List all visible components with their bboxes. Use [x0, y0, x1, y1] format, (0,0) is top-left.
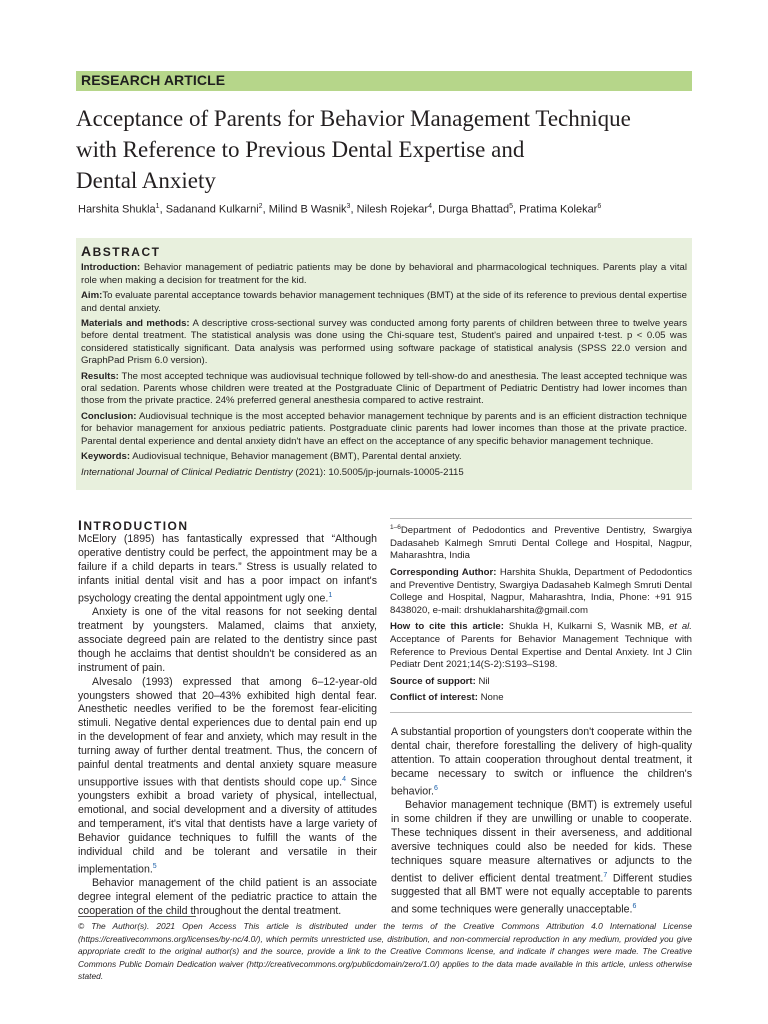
license-footnote: © The Author(s). 2021 Open Access This article is distributed under the terms of the Creative Commons Attribution 4.0 International License (https://creativecommons.org/licenses/by-nc/4.0/), which permits unrestricted use, distribution, and non-commercial reproduction in any medium, provided you give appropriate credit to the original author(s) and the source, provide a link to the Creative Commons license, and indicate if changes were made. The Creative Commons Public Domain Dedication waiver (http://creativecommons.org/publicdomain/zero/1.0/) applies to the data made available in this article, unless otherwise stated. — [78, 921, 692, 982]
author-affiliation-number: 2 — [258, 203, 263, 210]
reference-link[interactable]: 7 — [603, 871, 608, 879]
author-list: Harshita Shukla$^1$, Sadanand Kulkarni$^2$, Milind B Wasnik$^3$, Nilesh Rojekar$^4$, Durga Bhattad$^5$, Pratima Kolekar$^6$ — [78, 203, 602, 216]
author-affiliation-number: 6 — [597, 203, 602, 210]
reference-link[interactable]: 1 — [328, 591, 333, 599]
corresponding-author: Corresponding Author: Harshita Shukla, Department of Pedodontics and Preventive Dentistry, Swargiya Dadasaheb Kalmegh Smruti Dental College and Hospital, Nagpur, Maharashtra, India, Phone: +91 915 8438020, e-mail: drshuklaharshita@gmail.com — [390, 566, 692, 616]
author-affiliation-number: 4 — [428, 203, 432, 210]
affiliation-top-rule — [390, 518, 692, 519]
affiliation-bottom-rule — [390, 712, 692, 713]
reference-link[interactable]: 4 — [342, 775, 346, 783]
footnote-rule — [78, 916, 196, 917]
author-name: Pratima Kolekar — [519, 203, 598, 216]
title-line: Acceptance of Parents for Behavior Management Technique — [76, 106, 631, 131]
abstract-aim: Aim:To evaluate parental acceptance towards behavior management techniques (BMT) at the side of its reference to previous dental expertise and dental anxiety. — [81, 290, 687, 314]
author-affiliation-number: 1 — [155, 203, 160, 210]
author-name: Harshita Shukla — [78, 203, 156, 216]
how-to-cite: How to cite this article: Shukla H, Kulkarni S, Wasnik MB, et al. Acceptance of Parents for Behavior Management Technique with Reference to Previous Dental Expertise and Dental Anxiety. Int J Clin Pediatr Dent 2021;14(S-2):S193–S198. — [390, 621, 692, 671]
reference-link[interactable]: 6 — [632, 902, 637, 910]
author-name: Nilesh Rojekar — [356, 203, 429, 216]
author-affiliation-number: 3 — [346, 203, 351, 210]
abstract-introduction: Introduction: Behavior management of pediatric patients may be done by behavioral and pharmacological techniques. Parents play a vital role when making a decision for treatment for the kid. — [81, 262, 687, 286]
body-paragraph: Behavior management of the child patient is an associate degree integral element of the pediatric practice to attain the cooperation of the child throughout the dental treatment. — [78, 877, 377, 918]
affiliation-department: $^{1-6}$Department of Pedodontics and Preventive Dentistry, Swargiya Dadasaheb Kalmegh Smruti Dental College and Hospital, Nagpur, Maharashtra, India — [390, 524, 692, 562]
article-type-label: RESEARCH ARTICLE — [81, 72, 226, 88]
journal-citation: International Journal of Clinical Pediatric Dentistry (2021): 10.5005/jp-journals-10005-2115 — [81, 466, 464, 478]
conflict-of-interest: Conflict of interest: None — [390, 692, 504, 704]
title-line: Dental Anxiety — [76, 168, 216, 193]
body-paragraph: A substantial proportion of youngsters don't cooperate within the dental chair, therefore forestalling the delivery of high-quality attention. To attain cooperation throughout dental treatment, it became necessary to switch or influence the children's behavior.$^6$ — [391, 726, 692, 798]
reference-link[interactable]: 6 — [434, 784, 438, 792]
title-line: with Reference to Previous Dental Expertise and — [76, 137, 525, 162]
introduction-body — [78, 533, 377, 919]
abstract-methods: Materials and methods: A descriptive cross-sectional survey was conducted among forty parents of children between three to twelve years before dental treatment. The statistical analysis was done using the Chi-square test, Student's paired and unpaired t-test. p < 0.05 was considered statistically significant. Data analysis was performed using software package of statistical analysis (SPSS 22.0 version and GraphPad Prism 6.0 version). — [81, 318, 688, 367]
body-paragraph: Anxiety is one of the vital reasons for not seeking dental treatment by youngsters. Malamed, claims that anxiety, associate degreed pain are related to the dentistry since past though he acclaims that dentist shouldn't be considered as an instrument of pain. — [78, 606, 377, 674]
article-type-banner — [76, 71, 692, 91]
introduction-heading: INTRODUCTION — [78, 517, 189, 533]
author-affiliation-number: 5 — [509, 203, 513, 210]
body-paragraph: Alvesalo (1993) expressed that among 6–12-year-old youngsters showed that 20–43% exhibited high dental fear. Anesthetic needles verified to be the foremost fear-eliciting stimuli. Negative dental experiences due to dental pain end up in the development of fear and anxiety, which may result in the turning away of further dental treatment. Thus, the concern of painful dental treatments and dental anxiety square measure unsupportive issues with that dentists should cope up.$^4$ Since youngsters exhibit a broad variety of physical, intellectual, emotional, and social development and a diversity of attitudes and temperament, it's vital that dentists have a large variety of Behavior guidance techniques to fulfill the wants of the individual child and be tolerant and versatile in their implementation.$^5$ — [78, 675, 377, 876]
affiliation-box — [390, 522, 692, 709]
source-of-support: Source of support: Nil — [390, 675, 490, 687]
abstract-results: Results: The most accepted technique was audiovisual technique followed by tell-show-do and anesthesia. The least accepted technique was oral sedation. Parents whose children were treated at the Postgraduate Clinic of Department of Pediatric Dentistry had lower incomes than those from the private practice. 24% preferred general anesthesia compared to active restraint. — [81, 370, 687, 407]
author-name: Milind B Wasnik — [268, 203, 347, 216]
abstract-heading: ABSTRACT — [81, 243, 161, 259]
article-title — [76, 103, 696, 196]
right-column-body — [391, 726, 692, 917]
abstract-box — [76, 238, 692, 490]
abstract-keywords: Keywords: Audiovisual technique, Behavior management (BMT), Parental dental anxiety. — [81, 451, 462, 463]
body-paragraph: Behavior management technique (BMT) is extremely useful in some children if they are unwilling or unable to cooperate. These techniques dissent in their averseness, and additional aversive techniques could also be needed for kids. These techniques square measure alternatives or adjuncts to the dentist to deliver efficient dental treatment.$^7$ Different studies suggested that all BMT were not equally acceptable to parents and some techniques were generally unacceptable.$^6$ — [391, 799, 692, 916]
body-paragraph: McElory (1895) has fantastically expressed that “Although operative dentistry could be perfect, the appointment may be a failure if a child departs in tears.” Stress is usually related to infants initial dental visit and has a poor impact on infant's psychology creating the dental appointment ugly one.$^1$ — [78, 533, 377, 605]
author-name: Sadanand Kulkarni — [165, 203, 259, 216]
author-name: Durga Bhattad — [438, 203, 510, 216]
abstract-conclusion: Conclusion: Audiovisual technique is the most accepted behavior management technique by parents and is an efficient distraction technique for behavior management for anxious pediatric patients. Postgraduate clinic parents had lower incomes than those at the private practice. Parental dental experience and dental anxiety didn't have an effect on the acceptance of any specific behavior management technique. — [81, 410, 687, 447]
reference-link[interactable]: 5 — [152, 862, 157, 870]
